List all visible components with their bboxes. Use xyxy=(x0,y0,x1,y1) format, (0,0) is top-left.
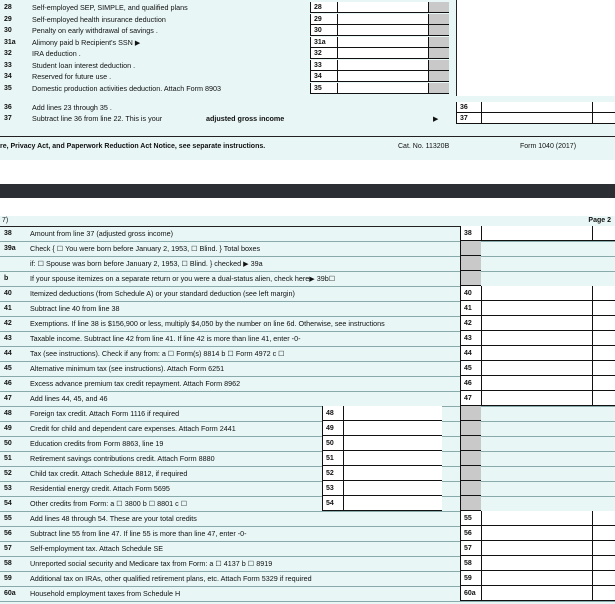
amount-input[interactable] xyxy=(343,481,442,496)
form-line-row xyxy=(0,466,615,482)
form-line-row xyxy=(0,102,615,113)
arrow-icon: ▶ xyxy=(433,114,439,123)
amount-input[interactable] xyxy=(481,391,592,406)
cents-input[interactable] xyxy=(592,586,615,601)
shaded-box xyxy=(460,496,481,511)
line-description: Reserved for future use . xyxy=(32,72,112,81)
line-description: Excess advance premium tax credit repayment. Attach Form 8962 xyxy=(30,379,241,388)
line-description: Self-employed health insurance deduction xyxy=(32,14,166,24)
line-description: Self-employed SEP, SIMPLE, and qualified plans xyxy=(32,3,188,12)
form-line-row xyxy=(0,256,615,272)
cat-number: Cat. No. 11320B xyxy=(398,143,450,150)
cents-input[interactable] xyxy=(592,526,615,541)
line-description: Alternative minimum tax (see instructions). Attach Form 6251 xyxy=(30,364,225,373)
amount-input[interactable] xyxy=(481,102,592,113)
divider xyxy=(0,136,615,137)
line-label: 51 xyxy=(326,455,334,462)
amount-input[interactable] xyxy=(481,286,592,301)
line-label: 31a xyxy=(314,38,326,46)
line-description: Alimony paid b Recipient's SSN ▶ xyxy=(32,37,141,47)
line-label: 52 xyxy=(326,470,334,477)
form-line-row xyxy=(0,113,615,124)
line-number: 57 xyxy=(4,545,12,552)
cents-input[interactable] xyxy=(592,102,615,113)
shaded-box xyxy=(460,406,481,421)
line-description: Check { ☐ You were born before January 2, 1953, ☐ Blind. } Total boxes xyxy=(30,244,261,253)
line-label: 57 xyxy=(464,545,472,552)
form-line-row xyxy=(0,286,615,302)
line-label: 49 xyxy=(326,425,334,432)
line-label: 33 xyxy=(314,61,322,69)
line-label: 32 xyxy=(314,50,322,57)
form-line-row xyxy=(0,481,615,497)
shaded-box xyxy=(460,421,481,436)
line-description: Subtract line 55 from line 47. If line 55 is more than line 47, enter -0- xyxy=(30,529,247,538)
amount-input[interactable] xyxy=(343,406,442,421)
line-description: Domestic production activities deduction. Attach Form 8903 xyxy=(32,83,221,93)
amount-input[interactable] xyxy=(481,316,592,331)
line-label: 46 xyxy=(464,380,472,387)
line-description: Exemptions. If line 38 is $156,900 or less, multiply $4,050 by the number on line 6d. Otherwise, see instructions xyxy=(30,319,385,328)
line-description: Taxable income. Subtract line 42 from line 41. If line 42 is more than line 41, enter -0- xyxy=(30,334,301,343)
amount-input[interactable] xyxy=(481,526,592,541)
line-description: Self-employment tax. Attach Schedule SE xyxy=(30,544,164,553)
line-number: 46 xyxy=(4,380,12,387)
form-line-row xyxy=(0,586,615,602)
amount-input[interactable] xyxy=(481,376,592,391)
line-description: Unreported social security and Medicare tax from Form: a ☐ 4137 b ☐ 8919 xyxy=(30,559,273,568)
line-label: 47 xyxy=(464,395,472,402)
line-description: If your spouse itemizes on a separate return or you were a dual-status alien, check here▶ 39b☐ xyxy=(30,274,336,283)
amount-input[interactable] xyxy=(343,451,442,466)
cents-input xyxy=(428,14,449,25)
line-number: 35 xyxy=(4,84,12,92)
form-line-row xyxy=(0,526,615,542)
line-number: 56 xyxy=(4,530,12,537)
form-line-row xyxy=(0,316,615,332)
form-line-row xyxy=(0,436,615,452)
line-description: Household employment taxes from Schedule H xyxy=(30,589,181,598)
line-label: 30 xyxy=(314,27,322,34)
form-line-row xyxy=(0,451,615,467)
cents-input xyxy=(428,25,449,36)
line-description: Other credits from Form: a ☐ 3800 b ☐ 8801 c ☐ xyxy=(30,499,188,508)
cents-input[interactable] xyxy=(592,301,615,316)
amount-input[interactable] xyxy=(481,556,592,571)
line-number: 37 xyxy=(4,115,12,122)
amount-input[interactable] xyxy=(481,301,592,316)
line-number: 53 xyxy=(4,485,12,492)
amount-input[interactable] xyxy=(337,48,428,59)
line-description: Student loan interest deduction . xyxy=(32,60,136,70)
line-number: 48 xyxy=(4,410,12,417)
line-number: 52 xyxy=(4,470,12,477)
page-separator-bar xyxy=(0,184,615,198)
amount-input[interactable] xyxy=(337,60,428,71)
cents-input xyxy=(428,48,449,59)
line-description: Foreign tax credit. Attach Form 1116 if required xyxy=(30,409,180,418)
line-label: 29 xyxy=(314,15,322,23)
shaded-box xyxy=(460,481,481,496)
line-number: 60a xyxy=(4,590,16,597)
line-label: 56 xyxy=(464,530,472,537)
amount-input[interactable] xyxy=(481,113,592,124)
form-line-row xyxy=(0,241,615,257)
amount-input[interactable] xyxy=(481,226,592,241)
shaded-box xyxy=(460,241,481,256)
form-line-row xyxy=(0,226,615,242)
line-description: Subtract line 40 from line 38 xyxy=(30,304,120,313)
cents-input xyxy=(428,2,449,13)
form-line-row xyxy=(0,391,615,407)
line-label: 50 xyxy=(326,440,334,447)
form-line-row xyxy=(0,346,615,362)
shaded-box xyxy=(460,256,481,271)
line-number: 42 xyxy=(4,320,12,327)
form-line-row xyxy=(0,556,615,572)
line-label: 37 xyxy=(460,115,468,122)
line-label: 40 xyxy=(464,290,472,297)
line-label: 35 xyxy=(314,84,322,92)
cents-input[interactable] xyxy=(592,376,615,391)
line-description: Retirement savings contributions credit. Attach Form 8880 xyxy=(30,454,215,463)
form-line-row xyxy=(0,301,615,317)
line-label: 53 xyxy=(326,485,334,492)
amount-input[interactable] xyxy=(337,25,428,36)
line-number: 59 xyxy=(4,575,12,582)
amount-input[interactable] xyxy=(481,331,592,346)
page2-header-left: 7) xyxy=(2,217,9,224)
line-label: 28 xyxy=(314,4,322,11)
line-number: 45 xyxy=(4,365,12,372)
line-number: 47 xyxy=(4,395,12,402)
line-description: Subtract line 36 from line 22. This is your xyxy=(32,114,163,123)
amount-input[interactable] xyxy=(481,541,592,556)
line-number: 30 xyxy=(4,27,12,34)
line-number: 33 xyxy=(4,61,12,69)
line-description: Education credits from Form 8863, line 19 xyxy=(30,439,164,448)
cents-input xyxy=(428,60,449,71)
line-number: 34 xyxy=(4,73,12,80)
line-description: Additional tax on IRAs, other qualified retirement plans, etc. Attach Form 5329 if required xyxy=(30,574,312,583)
amount-input[interactable] xyxy=(337,2,428,13)
cents-input[interactable] xyxy=(592,541,615,556)
form-label: Form 1040 (2017) xyxy=(520,143,577,150)
line-number: 49 xyxy=(4,425,12,432)
cents-input[interactable] xyxy=(592,346,615,361)
cents-input[interactable] xyxy=(592,331,615,346)
amount-input[interactable] xyxy=(481,361,592,376)
line-label: 41 xyxy=(464,305,472,312)
line-number: 32 xyxy=(4,50,12,57)
amount-input[interactable] xyxy=(481,346,592,361)
line-description: Itemized deductions (from Schedule A) or your standard deduction (see left margin) xyxy=(30,289,295,298)
shaded-box xyxy=(460,466,481,481)
form-page-2-section xyxy=(0,216,615,604)
shaded-box xyxy=(460,451,481,466)
line-description: Penalty on early withdrawal of savings . xyxy=(32,26,158,35)
amount-input[interactable] xyxy=(337,37,428,48)
line-label: 42 xyxy=(464,320,472,327)
line-label: 45 xyxy=(464,365,472,372)
page-number: Page 2 xyxy=(588,217,611,224)
page1-footer xyxy=(0,140,615,154)
line-label: 55 xyxy=(464,515,472,522)
amount-input[interactable] xyxy=(343,466,442,481)
line-label: 59 xyxy=(464,575,472,582)
cents-input[interactable] xyxy=(592,391,615,406)
right-column-empty xyxy=(456,0,615,96)
shaded-box xyxy=(460,436,481,451)
line-label: 38 xyxy=(464,230,472,237)
line-label: 58 xyxy=(464,560,472,567)
line-number: 40 xyxy=(4,290,12,297)
line-number: 29 xyxy=(4,15,12,23)
form-line-row xyxy=(0,421,615,437)
line-description: Tax (see instructions). Check if any from: a ☐ Form(s) 8814 b ☐ Form 4972 c ☐ xyxy=(30,349,285,358)
line-number: 44 xyxy=(4,350,12,357)
form-line-row xyxy=(0,541,615,557)
cents-input[interactable] xyxy=(592,113,615,124)
cents-input[interactable] xyxy=(592,316,615,331)
line-label: 34 xyxy=(314,73,322,80)
cents-input[interactable] xyxy=(592,226,615,241)
line-number: 41 xyxy=(4,305,12,312)
cents-input[interactable] xyxy=(592,571,615,586)
privacy-notice: re, Privacy Act, and Paperwork Reduction Act Notice, see separate instructions. xyxy=(0,143,266,150)
cents-input xyxy=(428,71,449,82)
amount-input[interactable] xyxy=(337,71,428,82)
line-description: IRA deduction . xyxy=(32,49,81,58)
amount-input[interactable] xyxy=(343,436,442,451)
line-description: Credit for child and dependent care expenses. Attach Form 2441 xyxy=(30,424,236,433)
amount-input[interactable] xyxy=(343,496,442,511)
line-label: 60a xyxy=(464,590,476,597)
line-number: 51 xyxy=(4,455,12,462)
cents-input xyxy=(428,83,449,94)
amount-input[interactable] xyxy=(343,421,442,436)
line-description: Add lines 23 through 35 . xyxy=(32,102,112,112)
cents-input[interactable] xyxy=(592,361,615,376)
amount-input[interactable] xyxy=(481,586,592,601)
form-line-row xyxy=(0,331,615,347)
cents-input[interactable] xyxy=(592,511,615,526)
line-number: 43 xyxy=(4,335,12,342)
amount-input[interactable] xyxy=(337,14,428,25)
line-number: 31a xyxy=(4,38,16,46)
line-number: 28 xyxy=(4,4,12,11)
line-description: Add lines 44, 45, and 46 xyxy=(30,394,108,403)
line-number: 50 xyxy=(4,440,12,447)
form-line-row xyxy=(0,361,615,377)
form-line-row xyxy=(0,406,615,422)
form-page-1-section xyxy=(0,0,615,160)
line-number: 38 xyxy=(4,230,12,237)
form-line-row xyxy=(0,376,615,392)
line-label: 43 xyxy=(464,335,472,342)
line-description: if: ☐ Spouse was born before January 2, 1953, ☐ Blind. } checked ▶ 39a xyxy=(30,259,263,268)
amount-input[interactable] xyxy=(481,511,592,526)
line-description: Residential energy credit. Attach Form 5695 xyxy=(30,484,170,493)
line-label: 48 xyxy=(326,410,334,417)
line-description: Child tax credit. Attach Schedule 8812, if required xyxy=(30,469,188,478)
line-label: 36 xyxy=(460,103,468,111)
line-number: 54 xyxy=(4,500,12,507)
line-number: 55 xyxy=(4,515,12,522)
line-number: 39a xyxy=(4,245,16,252)
line-label: 44 xyxy=(464,350,472,357)
amount-input[interactable] xyxy=(337,83,428,94)
line-number: b xyxy=(4,275,9,282)
line-description: Amount from line 37 (adjusted gross income) xyxy=(30,229,174,238)
form-line-row xyxy=(0,511,615,527)
form-line-row xyxy=(0,271,615,287)
amount-input[interactable] xyxy=(481,571,592,586)
form-line-row xyxy=(0,496,615,512)
line-description: Add lines 48 through 54. These are your total credits xyxy=(30,514,197,523)
adjusted-gross-income-label: adjusted gross income xyxy=(206,114,285,123)
line-number: 36 xyxy=(4,103,12,111)
cents-input[interactable] xyxy=(592,556,615,571)
cents-input xyxy=(428,37,449,48)
shaded-box xyxy=(460,271,481,286)
form-line-row xyxy=(0,571,615,587)
line-label: 54 xyxy=(326,500,334,507)
cents-input[interactable] xyxy=(592,286,615,301)
line-number: 58 xyxy=(4,560,12,567)
